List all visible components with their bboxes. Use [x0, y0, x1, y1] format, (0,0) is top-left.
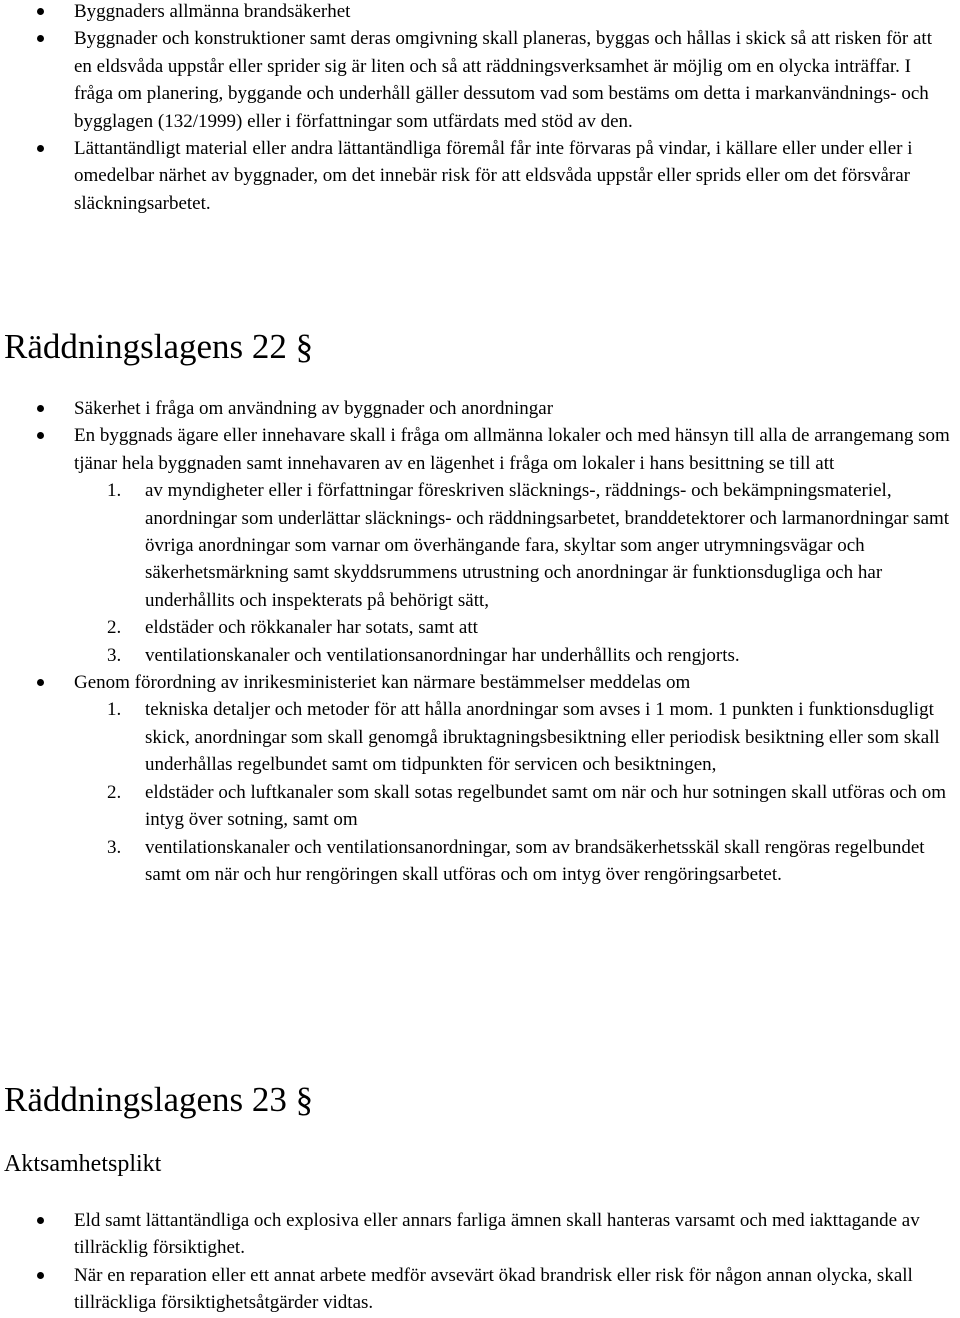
list-item — [0, 395, 960, 422]
numbered-item-text: tekniska detaljer och metoder för att hålla anordningar som avses i 1 mom. 1 punkten i funktionsdugligt skick, anordningar som skall genomgå ibruktagningsbesiktning eller periodisk besiktning eller som skall underhållas regelbundet samt om tidpunkten för servicen och besiktningen, — [145, 699, 940, 776]
item-number: 3. — [107, 836, 122, 858]
numbered-item-text: av myndigheter eller i författningar föreskriven släcknings-, räddnings- och bekämpningsmateriel, anordningar som underlättar släcknings- och räddningsarbetet, branddetektorer och larmanordningar samt övriga anordningar som varnar om överhängande fara, skyltar som anger utrymningsvägar och säkerhetsmärkning samt skyddsrummens utrustning och anordningar är funktionsdugliga och har underhållits och inspekterats på behörigt sätt, — [145, 480, 950, 611]
list-item — [0, 1207, 960, 1262]
list-item — [0, 1262, 960, 1317]
list-item — [0, 422, 960, 669]
list-item-text: Eld samt lättantändliga och explosiva eller annars farliga ämnen skall hanteras varsamt och med iakttagande av tillräcklig försiktighet. — [74, 1210, 920, 1259]
numbered-item — [74, 642, 954, 669]
item-number: 3. — [107, 644, 122, 666]
bullet-icon — [37, 1217, 44, 1224]
list-item-text: Byggnader och konstruktioner samt deras omgivning skall planeras, byggas och hållas i skick så att risken för att en eldsvåda uppstår eller sprider sig är liten och så att räddningsverksamhet är möjlig om en olycka inträffar. I fråga om planering, byggande och underhåll gäller dessutom vad som bestäms om detta i markanvändnings- och bygglagen (132/1999) eller i författningar som utfärdats med stöd av den. — [74, 28, 932, 132]
list-item-text: Genom förordning av inrikesministeriet kan närmare bestämmelser meddelas om — [74, 672, 691, 694]
bullet-icon — [37, 432, 44, 439]
list-item — [0, 0, 960, 25]
numbered-item — [74, 834, 954, 889]
numbered-item — [74, 614, 954, 641]
item-number: 2. — [107, 781, 122, 803]
numbered-item-text: ventilationskanaler och ventilationsanordningar, som av brandsäkerhetsskäl skall rengöras regelbundet samt om när och hur rengöringen skall utföras och om intyg över rengöringsarbetet. — [145, 836, 925, 885]
list-item-text: När en reparation eller ett annat arbete medför avsevärt ökad brandrisk eller risk för någon annan olycka, skall tillräckliga försiktighetsåtgärder vidtas. — [74, 1264, 913, 1314]
bullet-icon — [37, 8, 44, 15]
bullet-icon — [37, 1272, 44, 1279]
numbered-item — [74, 696, 954, 778]
list-item-text: Lättantändligt material eller andra lättantändliga föremål får inte förvaras på vindar, i källare eller under eller i omedelbar närhet av byggnader, om det innebär risk för att eldsvåda uppstår eller sprids eller om det försvårar släckningsarbetet. — [74, 138, 913, 214]
numbered-item-text: ventilationskanaler och ventilationsanordningar har underhållits och rengjorts. — [145, 644, 740, 666]
section-23-list — [0, 1207, 960, 1317]
item-number: 1. — [107, 480, 122, 502]
bullet-icon — [37, 405, 44, 412]
section-23-subheading: Aktsamhetsplikt — [4, 1151, 162, 1177]
item-number: 1. — [107, 699, 122, 721]
list-item-text: Byggnaders allmänna brandsäkerhet — [74, 1, 351, 22]
list-item-text: En byggnads ägare eller innehavare skall i fråga om allmänna lokaler och med hänsyn till alla de arrangemang som tjänar hela byggnaden samt innehavaren av en lägenhet i fråga om lokaler i hans besittning se till att — [74, 425, 950, 474]
numbered-list — [74, 477, 954, 669]
intro-list — [0, 0, 960, 217]
section-23-body — [0, 1207, 960, 1317]
section-22-body — [0, 395, 960, 888]
numbered-item-text: eldstäder och luftkanaler som skall sotas regelbundet samt om när och hur sotningen skall utföras och om intyg över sotning, samt om — [145, 781, 946, 831]
numbered-list — [74, 696, 954, 888]
numbered-item-text: eldstäder och rökkanaler har sotats, samt att — [145, 617, 478, 639]
list-item — [0, 135, 960, 217]
section-22-list — [0, 395, 960, 888]
bullet-icon — [37, 679, 44, 686]
bullet-icon — [37, 35, 44, 42]
numbered-item — [74, 477, 954, 614]
numbered-item — [74, 779, 954, 834]
bullet-icon — [37, 145, 44, 152]
list-item — [0, 25, 960, 135]
list-item — [0, 669, 960, 888]
section-23-heading: Räddningslagens 23 § — [4, 1080, 314, 1119]
list-item-text: Säkerhet i fråga om användning av byggnader och anordningar — [74, 398, 554, 419]
section-22-heading: Räddningslagens 22 § — [4, 327, 314, 366]
item-number: 2. — [107, 617, 122, 639]
intro-section — [0, 0, 960, 217]
